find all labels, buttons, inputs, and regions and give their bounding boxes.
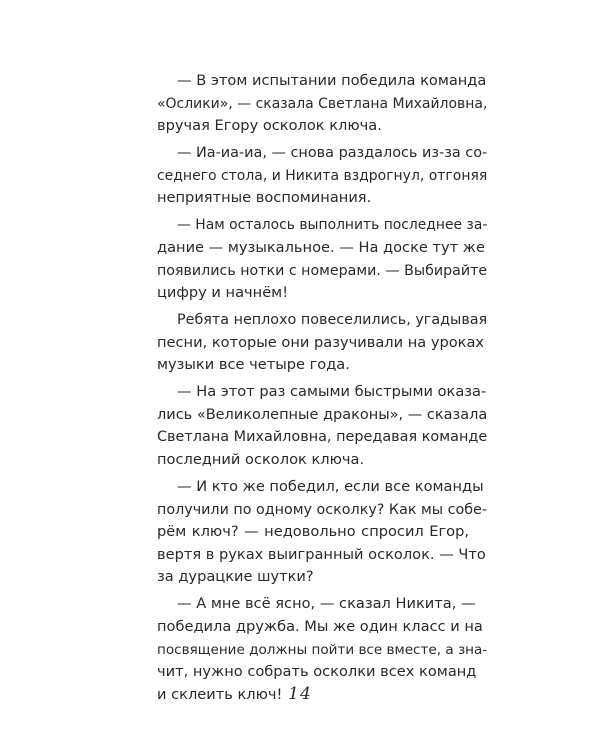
text-line: дание — музыкальное. — На доске тут же <box>157 238 485 256</box>
paragraph <box>137 309 488 377</box>
text-line: за дурацкие шутки? <box>157 568 314 586</box>
text-line: рём ключ? — недовольно спросил Егор, <box>157 523 469 541</box>
text-line: последний осколок ключа. <box>157 451 365 469</box>
text-line: Светлана Михайловна, передавая команде <box>157 429 488 446</box>
text-line: цифру и начнём! <box>157 284 289 302</box>
paragraph <box>137 70 488 138</box>
text-line: победила дружба. Мы же один класс и на <box>157 618 483 635</box>
page-number: 14 <box>288 684 312 704</box>
text-line: — И кто же победил, если все команды <box>177 478 484 496</box>
text-line: появились нотки с номерами. — Выбирайте <box>157 262 488 279</box>
text-line: — Нам осталось выполнить последнее за- <box>177 217 488 234</box>
text-line: и склеить ключ! <box>157 685 283 703</box>
text-line: седнего стола, и Никита вздрогнул, отгоняя <box>157 167 488 184</box>
text-line: — В этом испытании победила команда <box>177 72 487 89</box>
text-line: песни, которые они разучивали на уроках <box>157 333 485 351</box>
body-text <box>137 70 488 711</box>
paragraph <box>137 142 488 210</box>
paragraph <box>137 214 488 304</box>
text-line: — На этот раз самыми быстрыми оказа- <box>177 383 487 401</box>
text-line: — Иа-иа-иа, — снова раздалось из-за со- <box>177 145 488 162</box>
text-line: получили по одному осколку? Как мы собе- <box>157 501 488 518</box>
text-line: вертя в руках выигранный осколок. — Что <box>157 545 486 563</box>
text-line: посвящение должны пойти все вместе, а зна- <box>157 641 488 658</box>
text-line: «Ослики», — сказала Светлана Михайловна, <box>157 95 488 112</box>
text-line: вручая Егору осколок ключа. <box>157 117 382 135</box>
text-line: Ребята неплохо повеселились, угадывая <box>177 312 488 329</box>
text-line: неприятные воспоминания. <box>157 189 372 207</box>
text-line: лись «Великолепные драконы», — сказала <box>157 406 488 423</box>
text-line: чит, нужно собрать осколки всех команд <box>157 663 477 681</box>
text-line: — А мне всё ясно, — сказал Никита, — <box>177 595 476 613</box>
paragraph <box>137 476 488 589</box>
text-line: музыки все четыре года. <box>157 356 350 374</box>
paragraph <box>137 381 488 471</box>
